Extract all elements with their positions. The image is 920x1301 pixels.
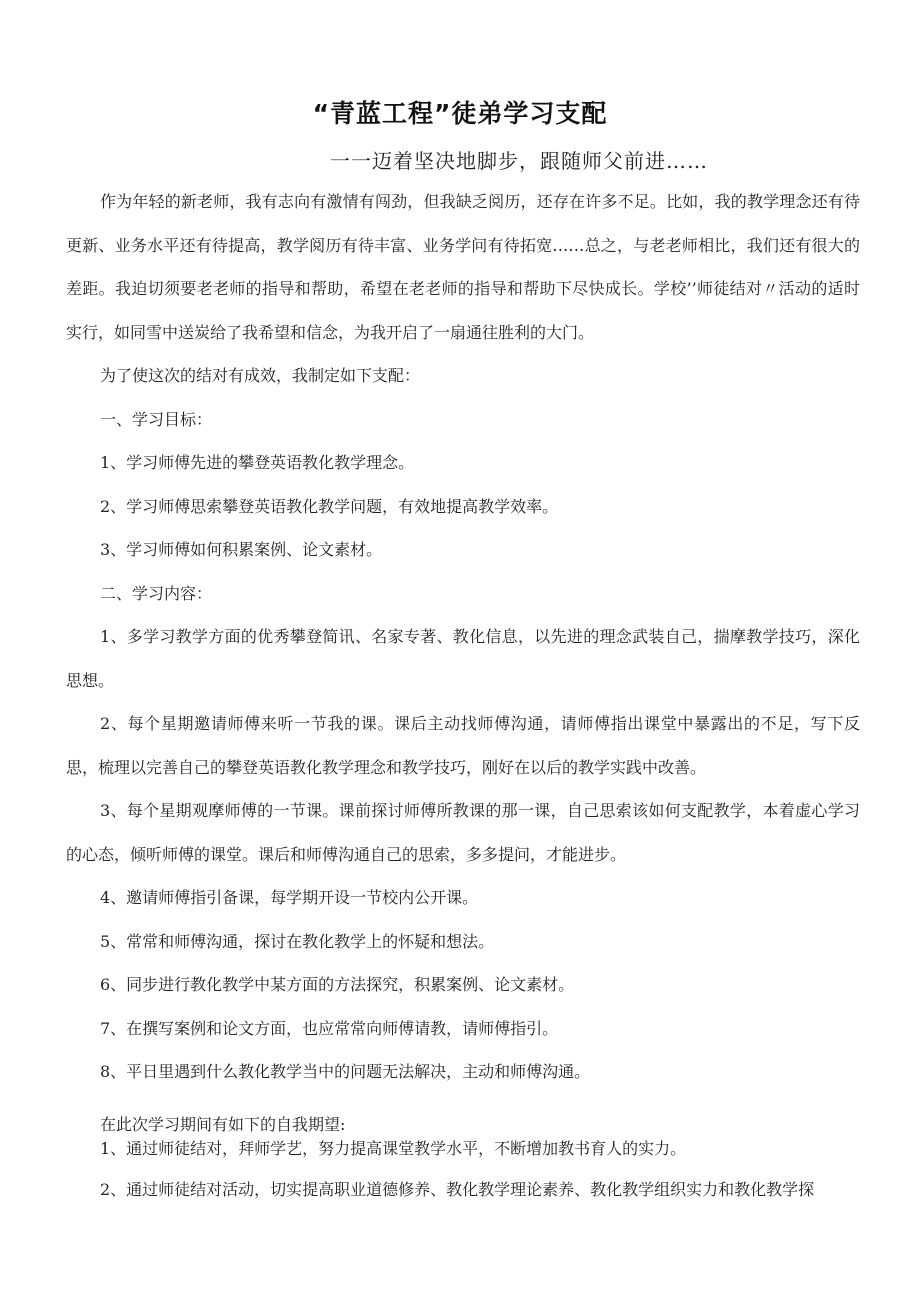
document-subtitle: 一一迈着坚决地脚步，跟随师父前进…… [330, 149, 708, 173]
paragraph-intro: 作为年轻的新老师，我有志向有激情有闯劲，但我缺乏阅历，还存在许多不足。比如，我的教学理念还有待更新、业务水平还有待提高，教学阅历有待丰富、业务学问有待拓宽……总之，与老老师相比，我们还有很大的差距。我迫切须要老老师的指导和帮助，希望在老老师的指导和帮助下尽快成长。学校’’师徒结对〃活动的适时实行，如同雪中送炭给了我希望和信念，为我开启了一扇通往胜利的大门。 [66, 192, 860, 342]
content-item: 4、邀请师傅指引备课，每学期开设一节校内公开课。 [100, 888, 479, 907]
content-item: 3、每个星期观摩师傅的一节课。课前探讨师傅所教课的那一课，自己思索该如何支配教学，本着虚心学习的心态，倾听师傅的课堂。课后和师傅沟通自己的思索，多多提问，才能进步。 [66, 801, 860, 864]
content-item: 1、多学习教学方面的优秀攀登简讯、名家专著、教化信息，以先进的理念武装自己，揣摩教学技巧，深化思想。 [66, 627, 860, 690]
expectation-item: 1、通过师徒结对，拜师学艺，努力提高课堂教学水平，不断增加教书育人的实力。 [100, 1139, 687, 1158]
expectation-item: 2、通过师徒结对活动，切实提高职业道德修养、教化教学理论素养、教化教学组织实力和教化教学探 [100, 1180, 815, 1199]
goal-item: 3、学习师傅如何积累案例、论文素材。 [100, 540, 383, 559]
content-item: 7、在撰写案例和论文方面，也应常常向师傅请教，请师傅指引。 [100, 1018, 559, 1038]
content-item: 5、常常和师傅沟通，探讨在教化教学上的怀疑和想法。 [100, 931, 495, 951]
paragraph-plan: 为了使这次的结对有成效，我制定如下支配： [100, 366, 421, 385]
body-text [66, 180, 860, 1094]
section-heading-goals: 一、学习目标： [100, 409, 213, 429]
document-title: “青蓝工程”徒弟学习支配 [312, 99, 608, 128]
content-item: 6、同步进行教化教学中某方面的方法探究，积累案例、论文素材。 [100, 975, 575, 994]
goal-item: 2、学习师傅思索攀登英语教化教学问题，有效地提高教学效率。 [100, 496, 559, 516]
expectations-section [100, 1113, 860, 1161]
section-heading-content: 二、学习内容： [100, 583, 213, 603]
content-item: 2、每个星期邀请师傅来听一节我的课。课后主动找师傅沟通，请师傅指出课堂中暴露出的不足，写下反思，梳理以完善自己的攀登英语教化教学理念和教学技巧，刚好在以后的教学实践中改善。 [66, 714, 860, 777]
content-item: 8、平日里遇到什么教化教学当中的问题无法解决，主动和师傅沟通。 [100, 1062, 591, 1081]
goal-item: 1、学习师傅先进的攀登英语教化教学理念。 [100, 453, 415, 472]
expectations-heading: 在此次学习期间有如下的自我期望: [100, 1115, 346, 1134]
